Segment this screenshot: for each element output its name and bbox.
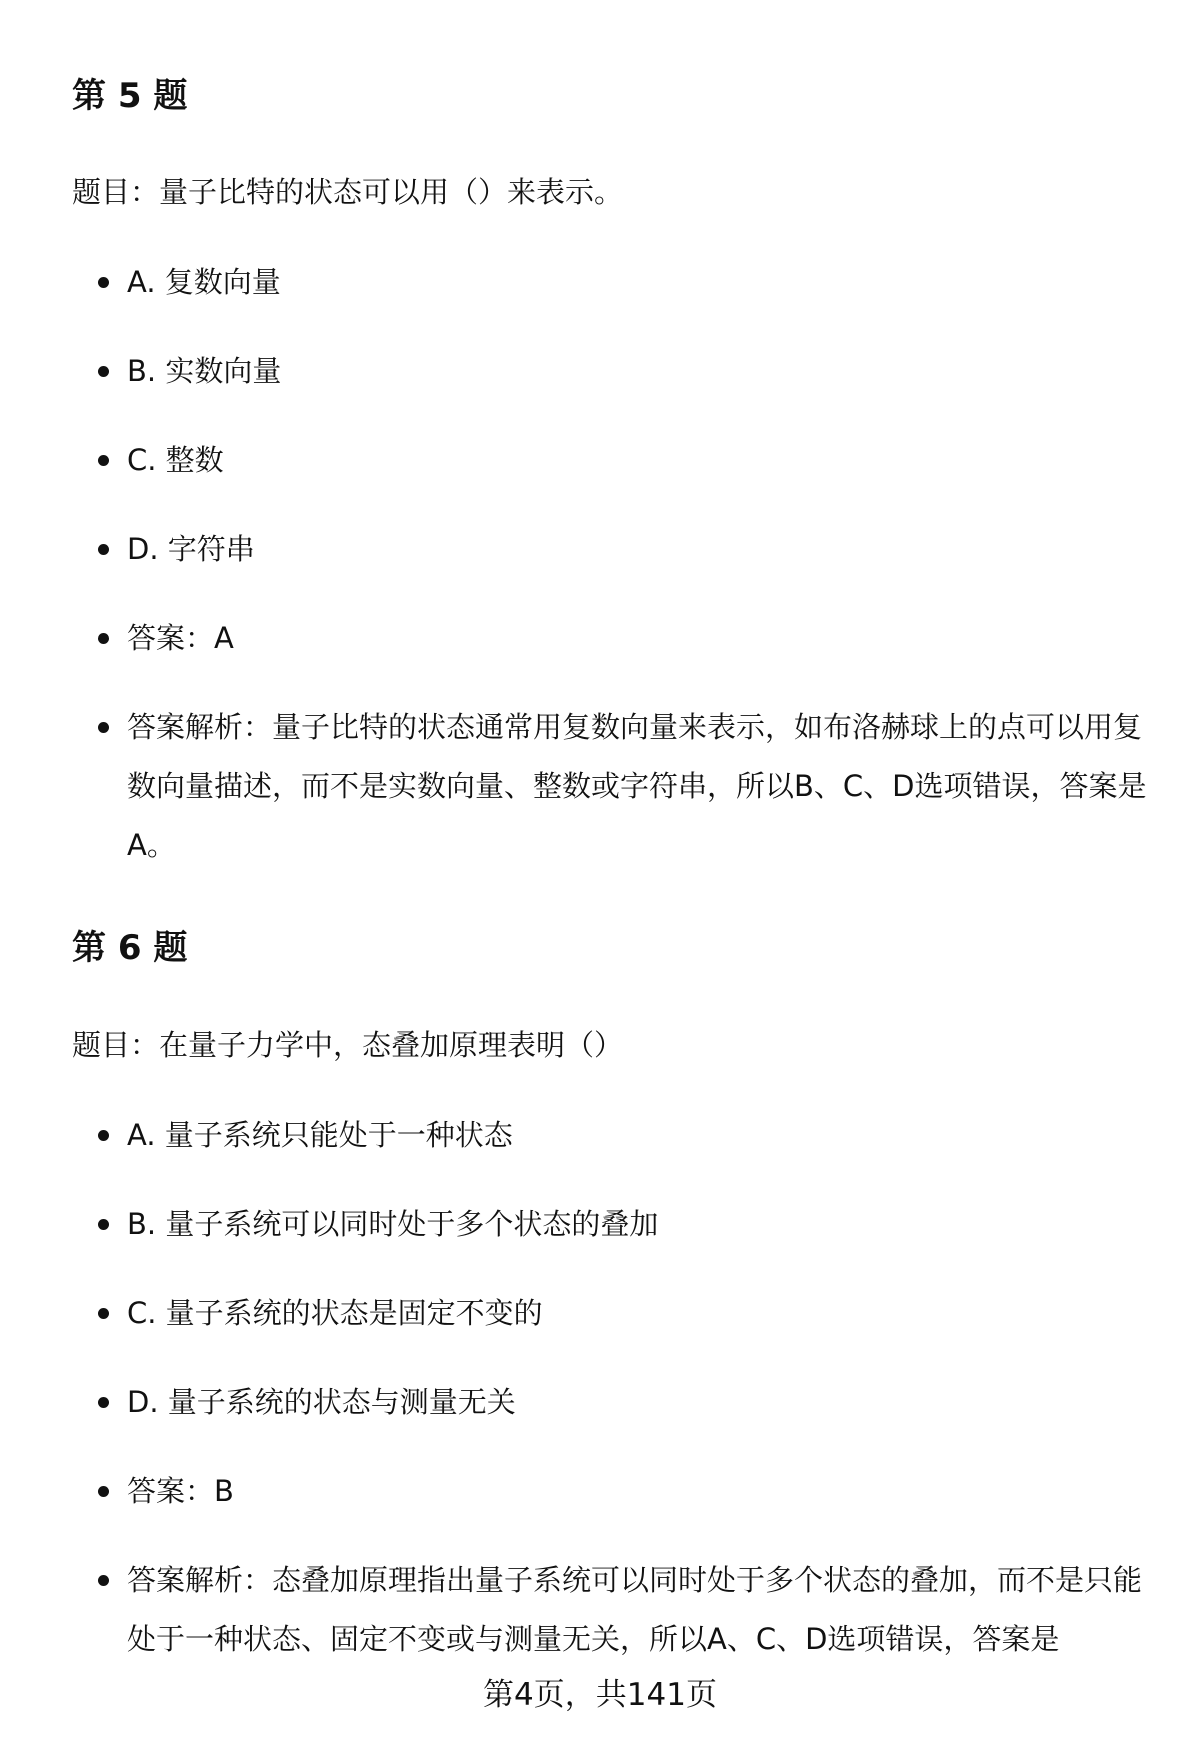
option-text: B. 实数向量 <box>127 354 282 388</box>
answer-text: 答案：A <box>127 621 234 655</box>
bullet-icon <box>98 722 109 733</box>
option-text: D. 量子系统的状态与测量无关 <box>127 1385 516 1419</box>
question-5-option-a <box>127 253 1147 312</box>
question-5-option-c <box>127 431 1147 490</box>
question-5-option-b <box>127 342 1147 401</box>
question-5-explanation <box>127 698 1147 875</box>
option-text: B. 量子系统可以同时处于多个状态的叠加 <box>127 1207 659 1241</box>
bullet-icon <box>98 455 109 466</box>
question-5-answer <box>127 609 1147 668</box>
explanation-text: 答案解析：量子比特的状态通常用复数向量来表示，如布洛赫球上的点可以用复数向量描述，而不是实数向量、整数或字符串，所以B、C、D选项错误，答案是A。 <box>127 710 1147 862</box>
option-text: C. 量子系统的状态是固定不变的 <box>127 1296 543 1330</box>
option-text: A. 量子系统只能处于一种状态 <box>127 1118 513 1152</box>
bullet-icon <box>98 544 109 555</box>
question-6-option-b <box>127 1195 1147 1254</box>
bullet-icon <box>98 633 109 644</box>
question-6-stem: 题目：在量子力学中，态叠加原理表明（） <box>72 1028 624 1062</box>
explanation-text: 答案解析：态叠加原理指出量子系统可以同时处于多个状态的叠加，而不是只能处于一种状态、固定不变或与测量无关，所以A、C、D选项错误，答案是 <box>127 1563 1143 1656</box>
question-6-option-d <box>127 1373 1147 1432</box>
bullet-icon <box>98 1397 109 1408</box>
question-6-option-c <box>127 1284 1147 1343</box>
bullet-icon <box>98 277 109 288</box>
question-6-explanation <box>127 1551 1147 1669</box>
question-5-heading: 第 5 题 <box>72 76 188 116</box>
option-text: C. 整数 <box>127 443 224 477</box>
page-footer: 第4页，共141页 <box>483 1677 717 1713</box>
bullet-icon <box>98 1130 109 1141</box>
option-text: A. 复数向量 <box>127 265 281 299</box>
question-6-answer <box>127 1462 1147 1521</box>
bullet-icon <box>98 1575 109 1586</box>
question-5-option-d <box>127 520 1147 579</box>
bullet-icon <box>98 1308 109 1319</box>
bullet-icon <box>98 366 109 377</box>
answer-text: 答案：B <box>127 1474 234 1508</box>
option-text: D. 字符串 <box>127 532 255 566</box>
bullet-icon <box>98 1486 109 1497</box>
question-6-option-a <box>127 1106 1147 1165</box>
bullet-icon <box>98 1219 109 1230</box>
question-6-heading: 第 6 题 <box>72 928 188 968</box>
question-5-stem: 题目：量子比特的状态可以用（）来表示。 <box>72 175 624 209</box>
